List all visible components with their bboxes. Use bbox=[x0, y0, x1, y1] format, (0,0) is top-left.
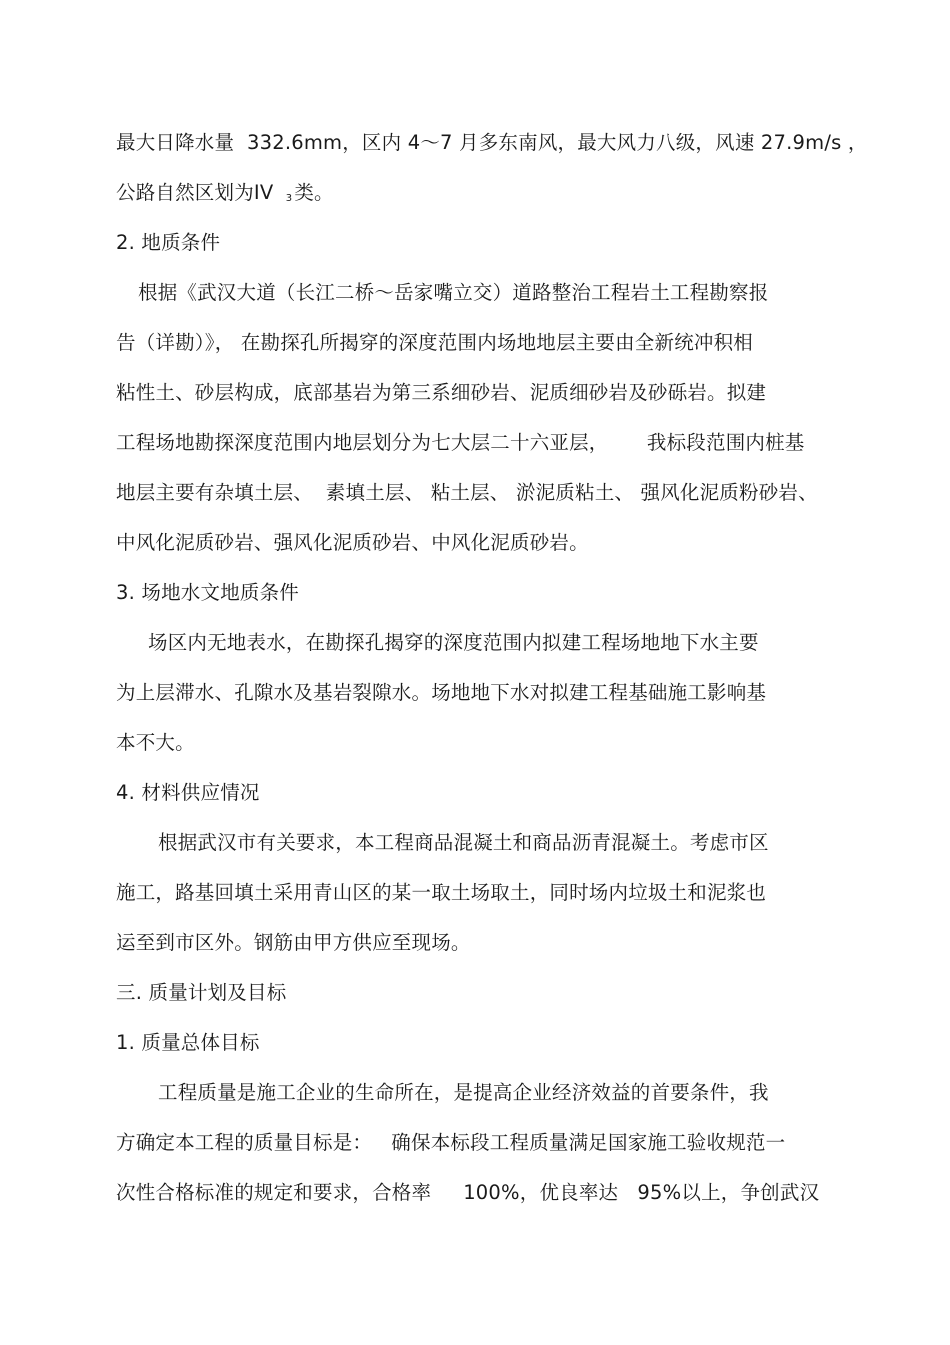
text-line-9: 中风化泥质砂岩、强风化泥质砂岩、中风化泥质砂岩。 bbox=[116, 531, 589, 554]
text-line-15: 根据武汉市有关要求，本工程商品混凝土和商品沥青混凝土。考虑市区 bbox=[158, 831, 769, 854]
text-line-21: 方确定本工程的质量目标是： 确保本标段工程质量满足国家施工验收规范一 bbox=[116, 1131, 786, 1154]
subscript-3: 3 bbox=[285, 193, 293, 204]
text-line-16: 施工，路基回填土采用青山区的某一取土场取土，同时场内垃圾土和泥浆也 bbox=[116, 881, 767, 904]
section-heading-geology: 2. 地质条件 bbox=[116, 231, 221, 254]
text-line-22: 次性合格标准的规定和要求，合格率 100%，优良率达 95%以上，争创武汉 bbox=[116, 1181, 820, 1204]
text-line-20: 工程质量是施工企业的生命所在，是提高企业经济效益的首要条件，我 bbox=[158, 1081, 769, 1104]
text-line-11: 场区内无地表水，在勘探孔揭穿的深度范围内拟建工程场地地下水主要 bbox=[148, 631, 759, 654]
text-line-8: 地层主要有杂填土层、 素填土层、 粘土层、 淤泥质粘土、 强风化泥质粉砂岩、 bbox=[116, 481, 818, 504]
text-line-1: 最大日降水量 332.6mm，区内 4～7 月多东南风，最大风力八级，风速 27.9m/s ， bbox=[116, 131, 868, 154]
text-line-2 bbox=[116, 180, 334, 212]
text-line-7: 工程场地勘探深度范围内地层划分为七大层二十六亚层， 我标段范围内桩基 bbox=[116, 431, 805, 454]
text-line-12: 为上层滞水、孔隙水及基岩裂隙水。场地地下水对拟建工程基础施工影响基 bbox=[116, 681, 767, 704]
section-heading-materials: 4. 材料供应情况 bbox=[116, 781, 260, 804]
text-line-17: 运至到市区外。钢筋由甲方供应至现场。 bbox=[116, 931, 471, 954]
text-line-5: 告（详勘）》， 在勘探孔所揭穿的深度范围内场地地层主要由全新统冲积相 bbox=[116, 331, 753, 354]
text-line-13: 本不大。 bbox=[116, 731, 195, 754]
text-line-2-main: 公路自然区划为IV bbox=[116, 181, 280, 204]
section-heading-hydrology: 3. 场地水文地质条件 bbox=[116, 581, 300, 604]
text-line-4: 根据《武汉大道（长江二桥～岳家嘴立交）道路整治工程岩土工程勘察报 bbox=[138, 281, 769, 304]
section-heading-quality-goal: 1. 质量总体目标 bbox=[116, 1031, 260, 1054]
text-line-2-tail: 类。 bbox=[294, 181, 334, 204]
chapter-heading-quality: 三. 质量计划及目标 bbox=[116, 981, 287, 1004]
text-line-6: 粘性土、砂层构成，底部基岩为第三系细砂岩、泥质细砂岩及砂砾岩。拟建 bbox=[116, 381, 767, 404]
